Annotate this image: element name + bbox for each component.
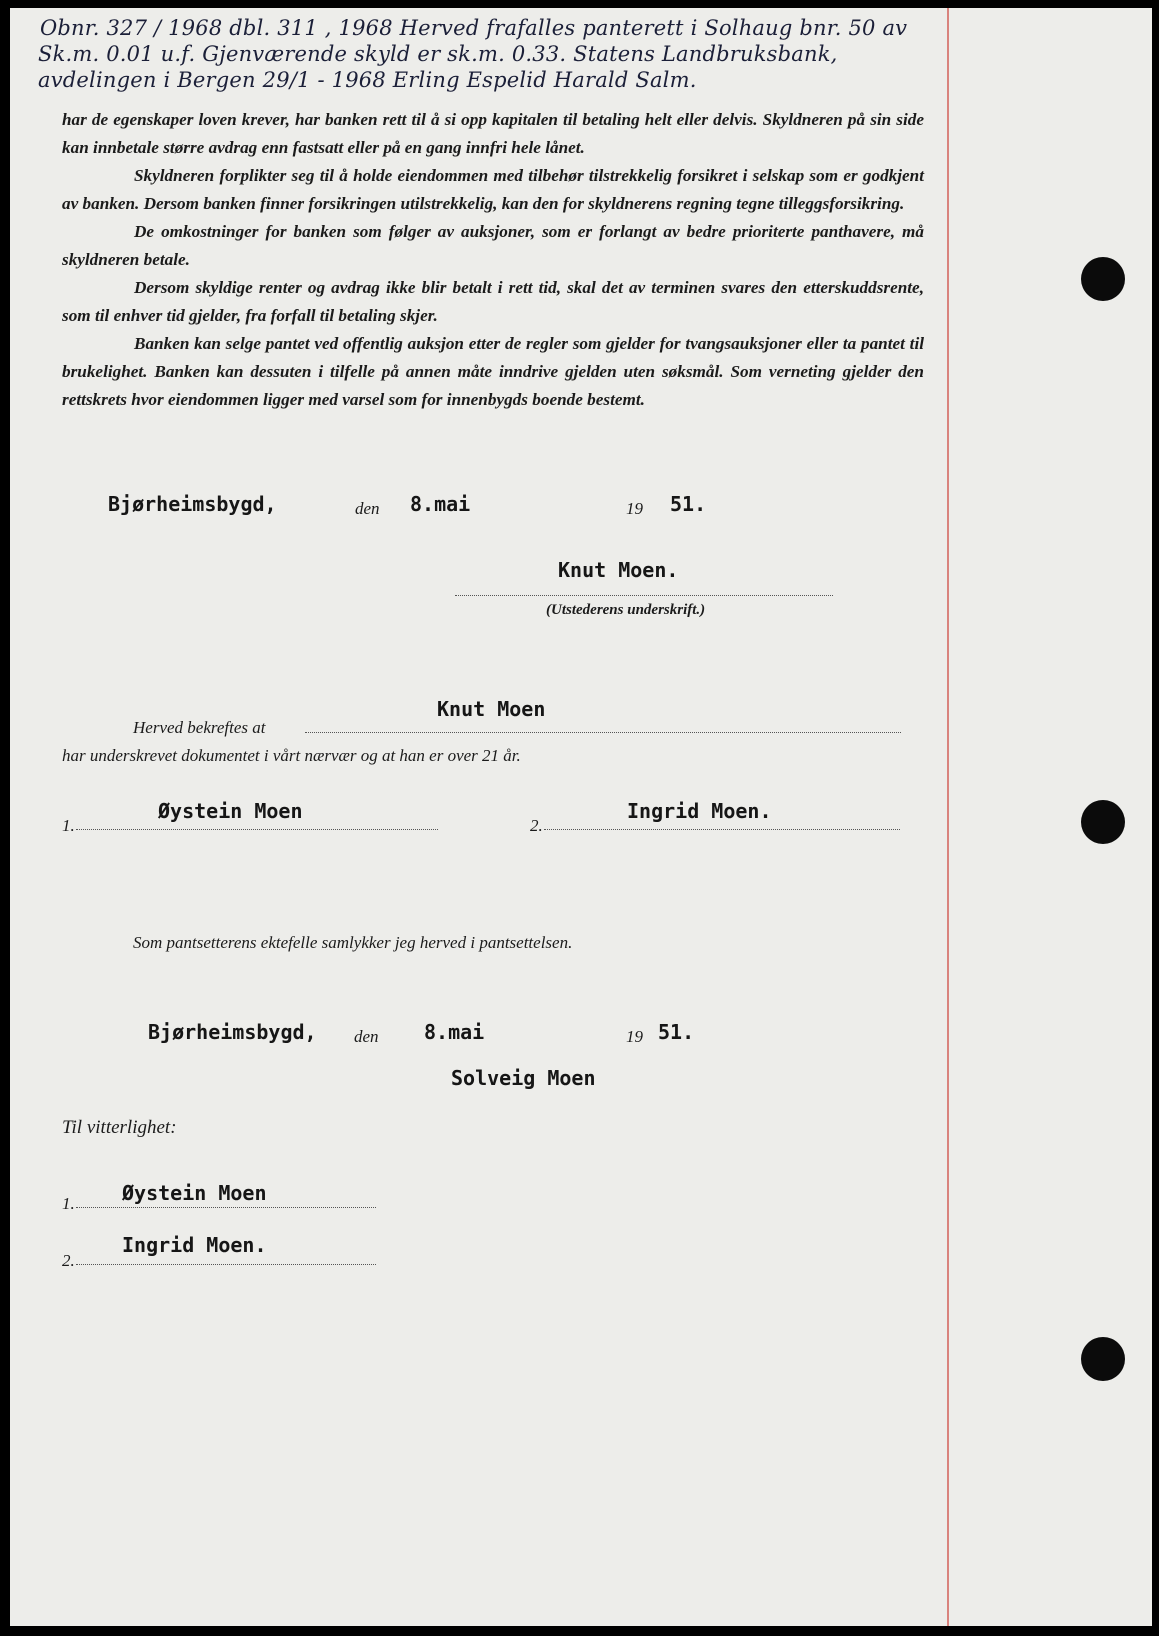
consent-year-prefix: 19 (626, 1027, 643, 1046)
body-text (62, 106, 924, 414)
witness-number: 2. (530, 816, 543, 835)
vitterlighet-number: 2. (62, 1251, 75, 1270)
issuer-signature: Knut Moen. (558, 558, 679, 582)
consent-den-label: den (354, 1027, 379, 1046)
issue-date: 8.mai (410, 492, 471, 516)
consent-place: Bjørheimsbygd, (148, 1020, 317, 1044)
confirmation-rest: har underskrevet dokumentet i vårt nærvær og at han er over 21 år. (62, 746, 521, 765)
issuer-caption: (Utstederens underskrift.) (546, 602, 706, 618)
vitterlighet-label: Til vitterlighet: (62, 1117, 177, 1138)
paragraph: Dersom skyldige renter og avdrag ikke blir betalt i rett tid, skal det av terminen svares den etterskuddsrente, som til enhver tid gjelder, fra forfall til betaling skjer. (62, 278, 924, 325)
paragraph: Banken kan selge pantet ved offentlig auksjon etter de regler som gjelder for tvangsauksjoner eller ta pantet til brukelighet. Banken kan dessuten i tilfelle på annen måte inndrive gjelden uten søksmål. Som verneting gjelder den rettskrets hvor eiendommen ligger med varsel som for innenbygds boende bestemt. (62, 334, 924, 409)
confirmation-name: Knut Moen (437, 697, 546, 721)
binder-hole (1081, 800, 1125, 844)
confirmation-lead: Herved bekreftes at (133, 718, 266, 737)
margin-rule (947, 8, 949, 1626)
issue-place: Bjørheimsbygd, (108, 492, 277, 516)
witness-line (544, 829, 900, 830)
paragraph: De omkostninger for banken som følger av auksjoner, som er forlangt av bedre prioriterte panthavere, må skyldneren betale. (62, 222, 924, 269)
paragraph: Skyldneren forplikter seg til å holde eiendommen med tilbehør tilstrekkelig forsikret i selskap som er godkjent av banken. Dersom banken finner forsikringen utilstrekkelig, kan den for skyldnerens regning tegne tilleggsforsikring. (62, 166, 924, 213)
vitterlighet-name: Ingrid Moen. (122, 1233, 267, 1257)
issue-den-label: den (355, 499, 380, 518)
document-page (10, 8, 1152, 1626)
witness-name: Øystein Moen (158, 799, 303, 823)
vitterlighet-line (76, 1207, 376, 1208)
signature-line (455, 595, 833, 596)
binder-hole (1081, 1337, 1125, 1381)
binder-hole (1081, 257, 1125, 301)
witness-name: Ingrid Moen. (627, 799, 772, 823)
witness-line (76, 829, 438, 830)
paragraph: har de egenskaper loven krever, har banken rett til å si opp kapitalen til betaling helt eller delvis. Skyldneren på sin side kan innbetale større avdrag enn fastsatt eller på en gang innfri hele lånet. (62, 110, 924, 157)
witness-number: 1. (62, 816, 75, 835)
spouse-signature: Solveig Moen (451, 1066, 596, 1090)
consent-text: Som pantsetterens ektefelle samlykker jeg herved i pantsettelsen. (133, 933, 573, 952)
vitterlighet-number: 1. (62, 1194, 75, 1213)
annotation-line-2: Sk.m. 0.01 u.f. Gjenværende skyld er sk.m. 0.33. Statens Landbruksbank, (38, 42, 838, 66)
annotation-line-3: avdelingen i Bergen 29/1 - 1968 Erling Espelid Harald Salm. (38, 68, 697, 92)
vitterlighet-line (76, 1264, 376, 1265)
issue-year-prefix: 19 (626, 499, 643, 518)
confirmation-line (305, 732, 901, 733)
issue-year-suffix: 51. (670, 492, 707, 516)
annotation-line-1: Obnr. 327 / 1968 dbl. 311 , 1968 Herved frafalles panterett i Solhaug bnr. 50 av (40, 16, 908, 40)
consent-year-suffix: 51. (658, 1020, 695, 1044)
vitterlighet-name: Øystein Moen (122, 1181, 267, 1205)
consent-date: 8.mai (424, 1020, 485, 1044)
